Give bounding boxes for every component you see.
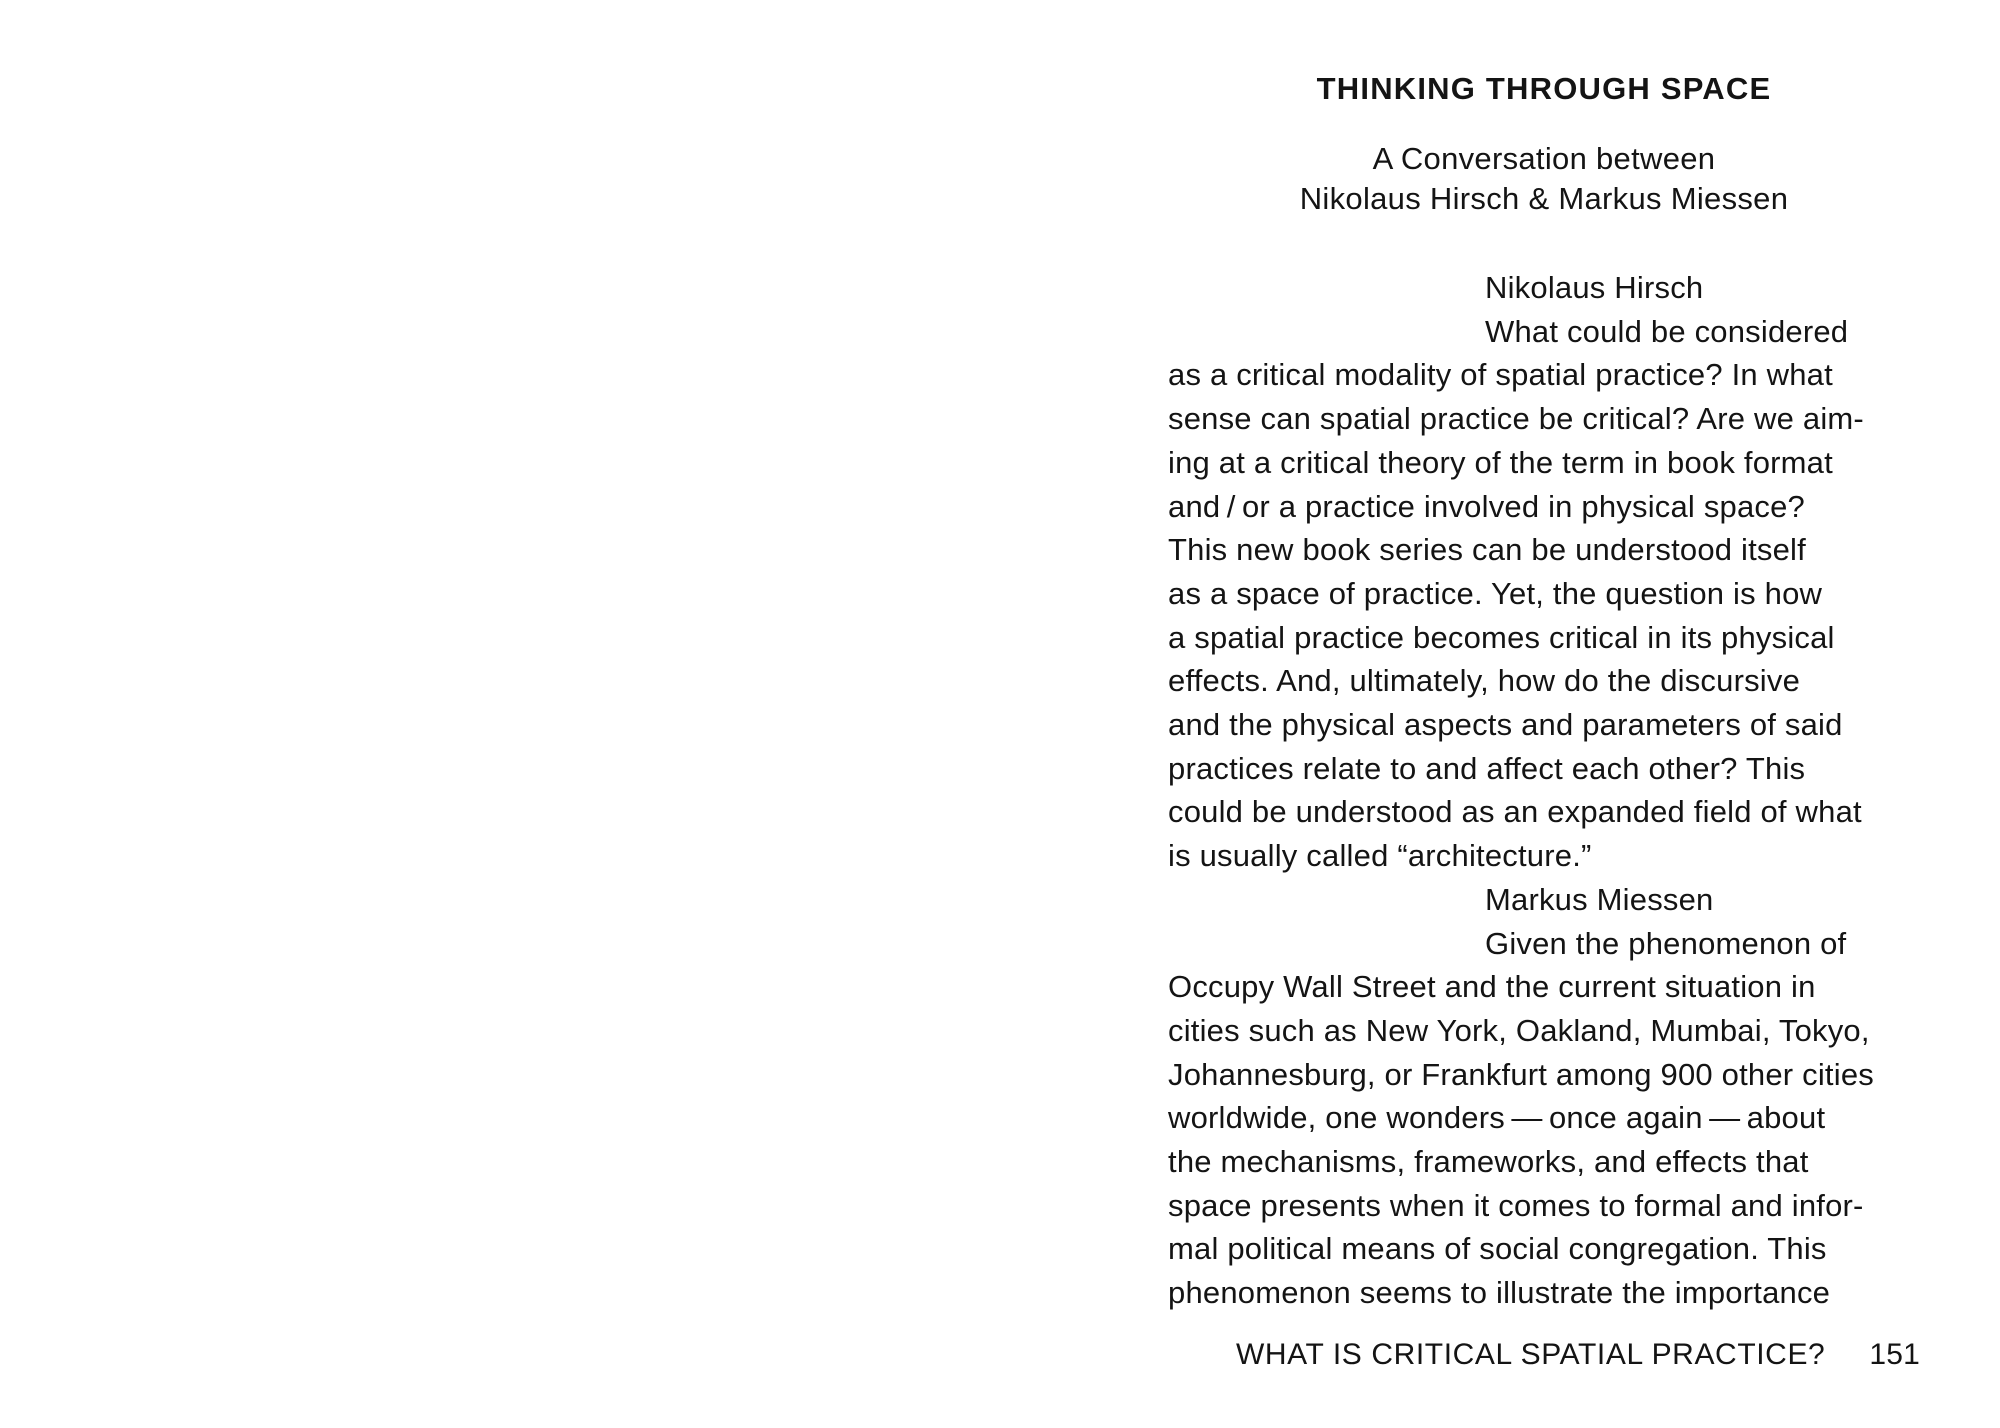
subtitle-line-2: Nikolaus Hirsch & Markus Miessen [1299, 181, 1789, 216]
dialogue-line: Occupy Wall Street and the current situation in [1168, 969, 1816, 1005]
running-title: WHAT IS CRITICAL SPATIAL PRACTICE? [1235, 1338, 1826, 1371]
dialogue-line: effects. And, ultimately, how do the discursive [1168, 663, 1801, 699]
dialogue-line: mal political means of social congregation. This [1168, 1231, 1827, 1267]
dialogue-line: as a critical modality of spatial practice? In what [1168, 357, 1833, 393]
dialogue-line: ing at a critical theory of the term in book format [1168, 444, 1833, 480]
subtitle-line-1: A Conversation between [1372, 141, 1716, 176]
dialogue-line: Given the phenomenon of [1485, 925, 1847, 961]
dialogue-line: practices relate to and affect each other? This [1168, 750, 1806, 786]
dialogue-line: space presents when it comes to formal and infor- [1168, 1187, 1864, 1223]
text-column [1168, 0, 1920, 1428]
speaker-name: Markus Miessen [1485, 881, 1714, 917]
dialogue-line: is usually called “architecture.” [1168, 838, 1592, 874]
dialogue-line: worldwide, one wonders — once again — about [1168, 1100, 1826, 1136]
chapter-title: THINKING THROUGH SPACE [1316, 70, 1772, 106]
dialogue-line: and the physical aspects and parameters of said [1168, 707, 1843, 743]
dialogue-line: This new book series can be understood itself [1168, 532, 1806, 568]
dialogue-line: a spatial practice becomes critical in its physical [1168, 619, 1835, 655]
dialogue-line: as a space of practice. Yet, the question is how [1168, 575, 1823, 611]
dialogue-line: Johannesburg, or Frankfurt among 900 other cities [1168, 1056, 1874, 1092]
dialogue-line: What could be considered [1485, 313, 1849, 349]
dialogue-line: could be understood as an expanded field of what [1168, 794, 1862, 830]
dialogue [1168, 266, 1920, 1315]
speaker-name: Nikolaus Hirsch [1485, 270, 1704, 305]
dialogue-line: sense can spatial practice be critical? Are we aim- [1168, 401, 1864, 437]
page-number: 151 [1869, 1338, 1920, 1371]
dialogue-line: cities such as New York, Oakland, Mumbai, Tokyo, [1168, 1012, 1870, 1048]
dialogue-line: and / or a practice involved in physical space? [1168, 488, 1805, 524]
subtitle [1168, 139, 1920, 219]
page-footer [1168, 1335, 1920, 1375]
dialogue-line: the mechanisms, frameworks, and effects that [1168, 1144, 1809, 1180]
dialogue-line: phenomenon seems to illustrate the importance [1168, 1275, 1831, 1311]
